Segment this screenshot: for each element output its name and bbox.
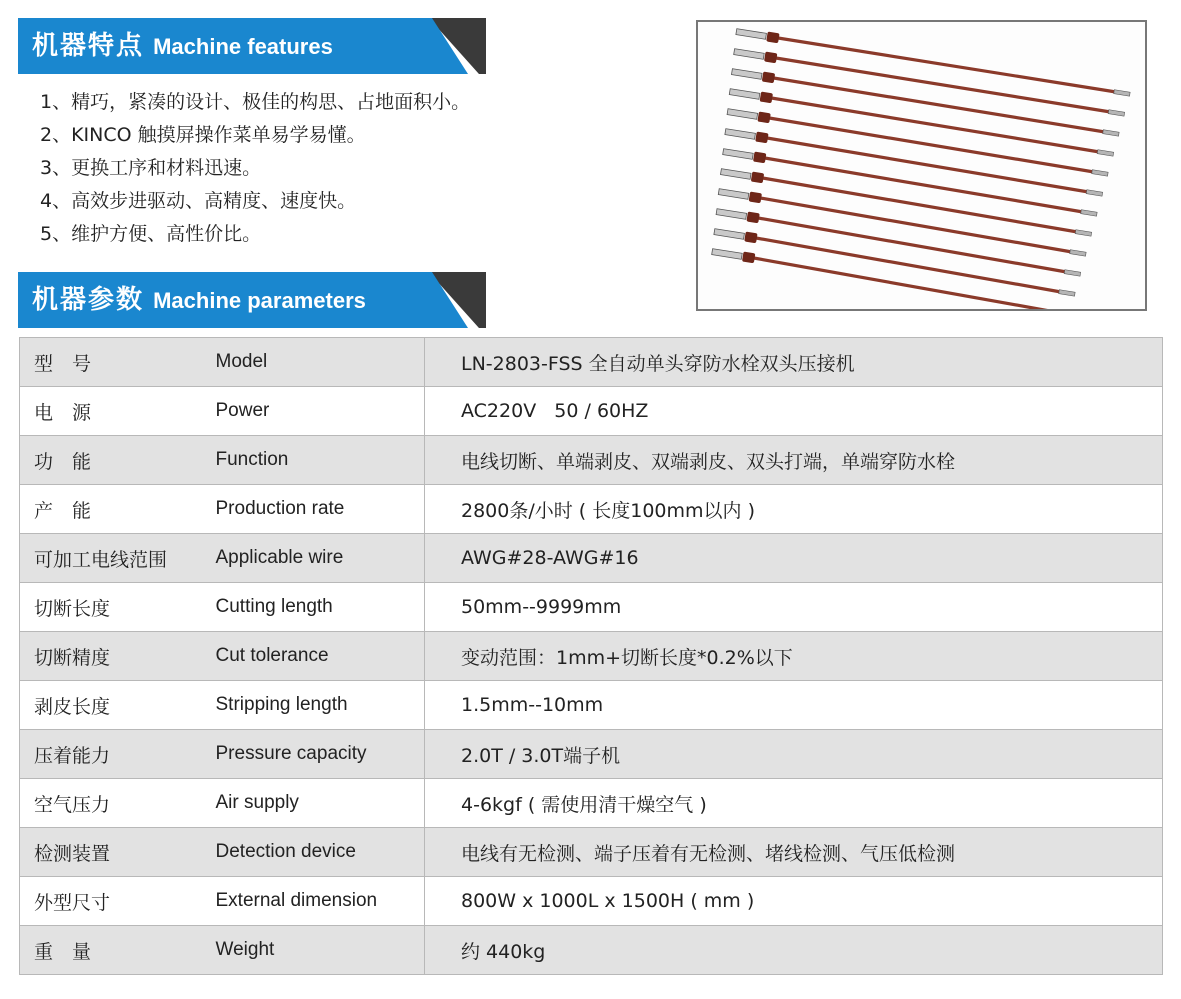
feature-item: 5、维护方便、高性价比。 (40, 223, 262, 245)
seal-icon (744, 232, 757, 244)
terminal-icon (1059, 290, 1075, 296)
terminal-icon (1114, 90, 1130, 96)
param-label-en: Detection device (200, 828, 425, 877)
seal-icon (766, 32, 779, 44)
table-row (20, 877, 1163, 926)
param-value: 4-6kgf ( 需使用清干燥空气 ) (425, 779, 1163, 828)
param-value: LN-2803-FSS 全自动单头穿防水栓双头压接机 (425, 338, 1163, 387)
param-label-en: Model (200, 338, 425, 387)
terminal-icon (731, 69, 762, 80)
param-label-en: Stripping length (200, 681, 425, 730)
param-value: 800W x 1000L x 1500H ( mm ) (425, 877, 1163, 926)
params-title (32, 272, 366, 328)
param-label-en: Cutting length (200, 583, 425, 632)
param-label-zh: 电 源 (20, 387, 200, 436)
param-label-zh: 重 量 (20, 926, 200, 975)
param-value: 1.5mm--10mm (425, 681, 1163, 730)
param-label-en: Applicable wire (200, 534, 425, 583)
terminal-icon (1108, 110, 1124, 116)
param-value: 电线有无检测、端子压着有无检测、堵线检测、气压低检测 (425, 828, 1163, 877)
table-row (20, 387, 1163, 436)
table-row (20, 681, 1163, 730)
wire-harness (712, 249, 1070, 309)
param-value: 电线切断、单端剥皮、双端剥皮、双头打端，单端穿防水栓 (425, 436, 1163, 485)
terminal-icon (1092, 170, 1108, 176)
terminal-icon (725, 129, 756, 140)
features-title-en: Machine features (153, 34, 333, 59)
param-label-zh: 剥皮长度 (20, 681, 200, 730)
seal-icon (762, 72, 775, 84)
table-row (20, 632, 1163, 681)
table-row (20, 926, 1163, 975)
param-label-en: Weight (200, 926, 425, 975)
features-list (40, 86, 470, 251)
param-label-zh: 空气压力 (20, 779, 200, 828)
features-title-zh: 机器特点 (32, 31, 145, 61)
terminal-icon (736, 29, 767, 40)
terminal-icon (1097, 150, 1113, 156)
param-label-en: Power (200, 387, 425, 436)
param-label-en: Production rate (200, 485, 425, 534)
seal-icon (746, 212, 759, 224)
terminal-icon (734, 49, 765, 60)
params-table (19, 337, 1163, 975)
table-row (20, 338, 1163, 387)
terminal-icon (1064, 270, 1080, 276)
params-title-en: Machine parameters (153, 288, 366, 313)
param-value: AC220V 50 / 60HZ (425, 387, 1163, 436)
terminal-icon (1103, 130, 1119, 136)
param-value: AWG#28-AWG#16 (425, 534, 1163, 583)
param-value: 2.0T / 3.0T端子机 (425, 730, 1163, 779)
terminal-icon (1070, 250, 1086, 256)
terminal-icon (720, 169, 751, 180)
seal-icon (749, 192, 762, 204)
product-photo (696, 20, 1147, 311)
table-row (20, 779, 1163, 828)
table-row (20, 485, 1163, 534)
terminal-icon (1081, 210, 1097, 216)
seal-icon (764, 52, 777, 64)
table-row (20, 583, 1163, 632)
feature-item: 3、更换工序和材料迅速。 (40, 157, 262, 179)
terminal-icon (1086, 190, 1102, 196)
param-value: 50mm--9999mm (425, 583, 1163, 632)
param-value: 约 440kg (425, 926, 1163, 975)
param-label-zh: 检测装置 (20, 828, 200, 877)
param-label-en: Cut tolerance (200, 632, 425, 681)
param-label-zh: 可加工电线范围 (20, 534, 200, 583)
feature-item: 4、高效步进驱动、高精度、速度快。 (40, 190, 357, 212)
table-row (20, 730, 1163, 779)
param-label-zh: 产 能 (20, 485, 200, 534)
terminal-icon (716, 209, 747, 220)
table-row (20, 436, 1163, 485)
param-label-zh: 切断长度 (20, 583, 200, 632)
terminal-icon (727, 109, 758, 120)
terminal-icon (729, 89, 760, 100)
seal-icon (757, 112, 770, 124)
terminal-icon (1075, 230, 1091, 236)
param-label-en: Air supply (200, 779, 425, 828)
param-label-zh: 型 号 (20, 338, 200, 387)
param-label-zh: 压着能力 (20, 730, 200, 779)
features-title (32, 18, 333, 74)
param-label-en: Function (200, 436, 425, 485)
table-row (20, 828, 1163, 877)
terminal-icon (714, 229, 745, 240)
seal-icon (753, 152, 766, 164)
params-title-zh: 机器参数 (32, 285, 145, 315)
param-label-zh: 功 能 (20, 436, 200, 485)
terminal-icon (723, 149, 754, 160)
param-label-zh: 切断精度 (20, 632, 200, 681)
feature-item: 2、KINCO 触摸屏操作菜单易学易懂。 (40, 124, 366, 146)
feature-item: 1、精巧，紧凑的设计、极佳的构思、占地面积小。 (40, 91, 471, 113)
seal-icon (760, 92, 773, 104)
param-value: 2800条/小时 ( 长度100mm以内 ) (425, 485, 1163, 534)
seal-icon (751, 172, 764, 184)
wire-illustration (698, 22, 1145, 309)
param-value: 变动范围：1mm+切断长度*0.2%以下 (425, 632, 1163, 681)
param-label-zh: 外型尺寸 (20, 877, 200, 926)
seal-icon (742, 252, 755, 264)
terminal-icon (712, 249, 743, 260)
table-row (20, 534, 1163, 583)
param-label-en: Pressure capacity (200, 730, 425, 779)
terminal-icon (718, 189, 749, 200)
param-label-en: External dimension (200, 877, 425, 926)
seal-icon (755, 132, 768, 144)
